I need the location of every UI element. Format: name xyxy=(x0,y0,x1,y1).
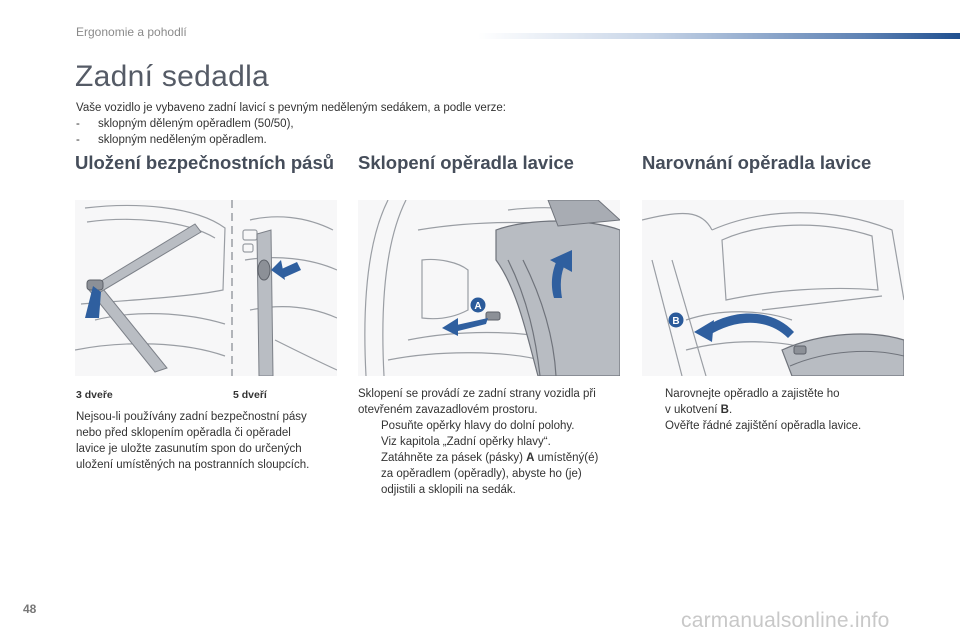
raise-backrest-illustration xyxy=(642,200,904,376)
heading-raise-backrest: Narovnání opěradla lavice xyxy=(642,152,872,173)
text-fragment: v ukotvení xyxy=(665,404,721,416)
watermark: carmanualsonline.info xyxy=(681,609,890,632)
intro-paragraph xyxy=(76,100,506,148)
heading-fold-backrest: Sklopení opěradla lavice xyxy=(358,152,574,173)
marker-a-icon xyxy=(471,298,486,313)
text-fragment: Zatáhněte za pásek (pásky) xyxy=(381,452,527,464)
text-line: uložení umístěných na postranních sloupcích. xyxy=(76,459,310,471)
arrow-icon xyxy=(694,313,794,342)
bullet-item xyxy=(358,418,626,450)
intro-item-text: sklopným neděleným opěradlem. xyxy=(98,134,267,146)
text-fragment: umístěný(é) xyxy=(534,452,599,464)
fold-backrest-illustration xyxy=(358,200,620,376)
dash-icon: - xyxy=(76,134,80,146)
seatbelt-instructions xyxy=(76,409,336,473)
text-line: odjistili a sklopili na sedák. xyxy=(381,484,516,496)
figure-fold-backrest xyxy=(358,200,620,376)
bullet-item xyxy=(358,450,626,498)
intro-item xyxy=(76,132,506,148)
marker-b-label: B xyxy=(672,316,680,327)
marker-b-ref: B xyxy=(720,404,729,416)
heading-seatbelt-storage: Uložení bezpečnostních pásů xyxy=(75,152,335,173)
dash-icon: - xyxy=(76,118,80,130)
text-line: Ověřte řádné zajištění opěradla lavice. xyxy=(665,420,862,432)
text-line: Narovnejte opěradlo a zajistěte ho xyxy=(665,388,840,400)
fold-instructions xyxy=(358,386,626,498)
marker-a-label: A xyxy=(474,301,482,312)
text-line xyxy=(665,402,907,418)
page-title: Zadní sedadla xyxy=(75,60,270,93)
page-number: 48 xyxy=(23,602,37,616)
intro-lead: Vaše vozidlo je vybaveno zadní lavicí s pevným neděleným sedákem, a podle verze: xyxy=(76,102,506,114)
intro-item-text: sklopným děleným opěradlem (50/50), xyxy=(98,118,294,130)
section-label: Ergonomie a pohodlí xyxy=(76,25,187,39)
label-5-doors: 5 dveří xyxy=(233,389,267,401)
bullet-item xyxy=(642,386,907,418)
text-line xyxy=(381,450,626,466)
bullet-item xyxy=(642,418,907,434)
marker-a-ref: A xyxy=(526,452,535,464)
text-line: lavice je uložte zasunutím spon do určených xyxy=(76,443,302,455)
text-line: Posuňte opěrky hlavy do dolní polohy. xyxy=(381,420,575,432)
text-line: Sklopení se provádí ze zadní strany vozidla při xyxy=(358,388,596,400)
intro-item xyxy=(76,116,506,132)
marker-b-icon xyxy=(669,313,684,328)
text-line: za opěradlem (opěradly), abyste ho (je) xyxy=(381,468,582,480)
header-bar xyxy=(478,33,960,39)
figure-raise-backrest xyxy=(642,200,904,376)
text-line: otevřeném zavazadlovém prostoru. xyxy=(358,404,538,416)
text-line: Nejsou-li používány zadní bezpečnostní pásy xyxy=(76,411,307,423)
raise-instructions xyxy=(642,386,907,434)
text-line: Viz kapitola „Zadní opěrky hlavy“. xyxy=(381,436,551,448)
text-line: nebo před sklopením opěradla či opěradel xyxy=(76,427,291,439)
figure-seatbelt-storage xyxy=(75,200,337,376)
seatbelt-illustration xyxy=(75,200,337,376)
label-3-doors: 3 dveře xyxy=(76,389,113,401)
text-fragment: . xyxy=(728,404,733,416)
